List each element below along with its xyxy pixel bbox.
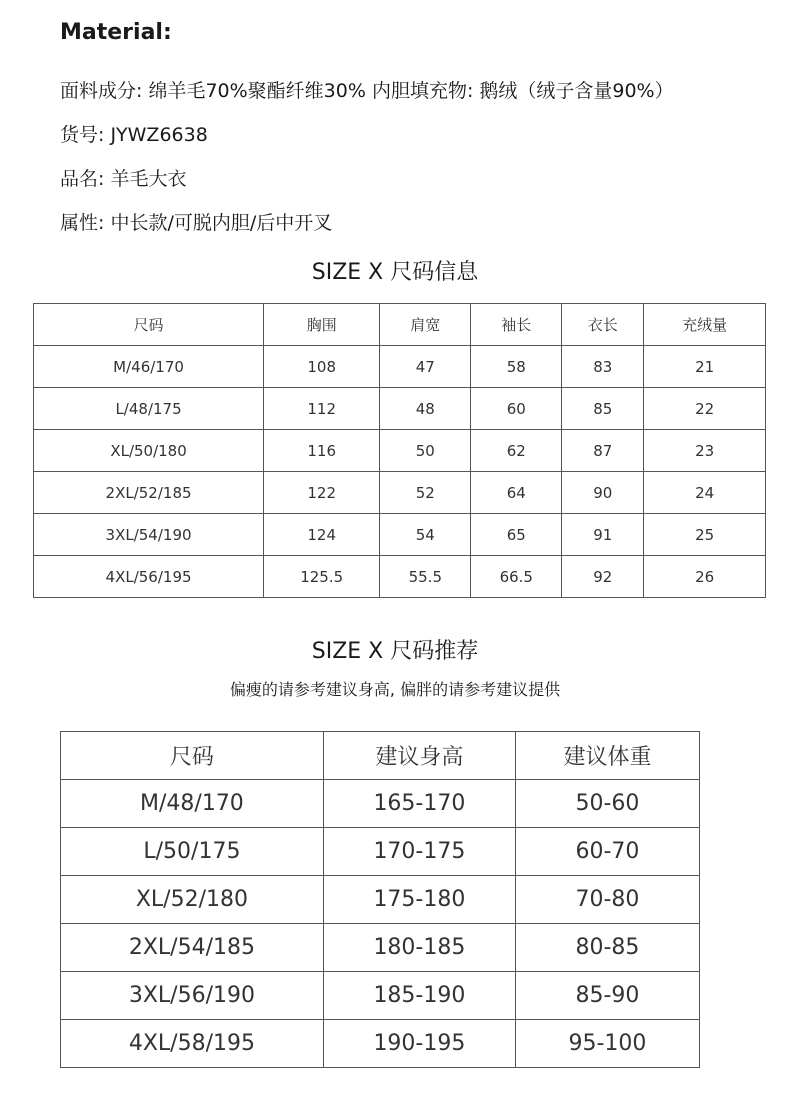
column-header: 肩宽 [380,304,471,346]
table-cell: 124 [264,514,380,556]
table-row [61,876,700,924]
table-cell: 3XL/54/190 [34,514,264,556]
table-cell: 26 [644,556,766,598]
table-cell: 24 [644,472,766,514]
item-number: 货号: JYWZ6638 [60,124,208,146]
table-header-row [61,732,700,780]
table-cell: 50 [380,430,471,472]
table-cell: 4XL/58/195 [61,1020,324,1068]
column-header: 胸围 [264,304,380,346]
table-cell: L/48/175 [34,388,264,430]
table-cell: 54 [380,514,471,556]
size-recommend-title: SIZE X 尺码推荐 [311,639,479,664]
table-cell: 125.5 [264,556,380,598]
table-cell: 91 [562,514,644,556]
product-name: 品名: 羊毛大衣 [60,168,187,190]
size-recommend-table [60,731,700,1068]
table-row [34,514,766,556]
table-cell: XL/50/180 [34,430,264,472]
column-header: 建议体重 [515,732,699,780]
column-header: 建议身高 [323,732,515,780]
table-header-row [34,304,766,346]
table-cell: 90 [562,472,644,514]
table-row [61,972,700,1020]
size-info-table [33,303,766,598]
table-cell: 60-70 [515,828,699,876]
table-cell: 180-185 [323,924,515,972]
table-row [34,346,766,388]
size-recommend-subtitle: 偏瘦的请参考建议身高, 偏胖的请参考建议提供 [229,680,561,699]
table-cell: 25 [644,514,766,556]
table-row [34,556,766,598]
table-cell: 55.5 [380,556,471,598]
table-row [61,828,700,876]
table-cell: 83 [562,346,644,388]
table-cell: 60 [471,388,562,430]
table-cell: 52 [380,472,471,514]
material-heading: Material: [60,20,172,45]
table-cell: 170-175 [323,828,515,876]
table-cell: 21 [644,346,766,388]
table-cell: 2XL/52/185 [34,472,264,514]
table-row [34,430,766,472]
table-cell: 92 [562,556,644,598]
product-attributes: 属性: 中长款/可脱内胆/后中开叉 [60,212,333,234]
column-header: 衣长 [562,304,644,346]
table-cell: 3XL/56/190 [61,972,324,1020]
table-cell: 190-195 [323,1020,515,1068]
table-cell: 62 [471,430,562,472]
column-header: 充绒量 [644,304,766,346]
table-cell: 185-190 [323,972,515,1020]
table-cell: 58 [471,346,562,388]
table-cell: 66.5 [471,556,562,598]
table-cell: 65 [471,514,562,556]
fabric-composition: 面料成分: 绵羊毛70%聚酯纤维30% 内胆填充物: 鹅绒（绒子含量90%） [60,80,674,102]
table-row [34,388,766,430]
table-cell: M/48/170 [61,780,324,828]
table-cell: 4XL/56/195 [34,556,264,598]
table-row [34,472,766,514]
table-cell: XL/52/180 [61,876,324,924]
table-cell: 85-90 [515,972,699,1020]
table-row [61,1020,700,1068]
table-cell: 95-100 [515,1020,699,1068]
table-cell: 112 [264,388,380,430]
table-cell: 23 [644,430,766,472]
table-cell: 108 [264,346,380,388]
table-cell: 175-180 [323,876,515,924]
table-cell: 64 [471,472,562,514]
table-cell: 70-80 [515,876,699,924]
table-cell: 22 [644,388,766,430]
table-cell: 122 [264,472,380,514]
table-row [61,780,700,828]
table-cell: 80-85 [515,924,699,972]
table-cell: 116 [264,430,380,472]
column-header: 袖长 [471,304,562,346]
table-cell: 48 [380,388,471,430]
table-cell: 2XL/54/185 [61,924,324,972]
table-cell: M/46/170 [34,346,264,388]
table-row [61,924,700,972]
table-cell: 50-60 [515,780,699,828]
table-cell: 47 [380,346,471,388]
column-header: 尺码 [61,732,324,780]
column-header: 尺码 [34,304,264,346]
table-cell: 87 [562,430,644,472]
table-cell: L/50/175 [61,828,324,876]
table-cell: 85 [562,388,644,430]
table-cell: 165-170 [323,780,515,828]
size-info-title: SIZE X 尺码信息 [311,260,479,285]
